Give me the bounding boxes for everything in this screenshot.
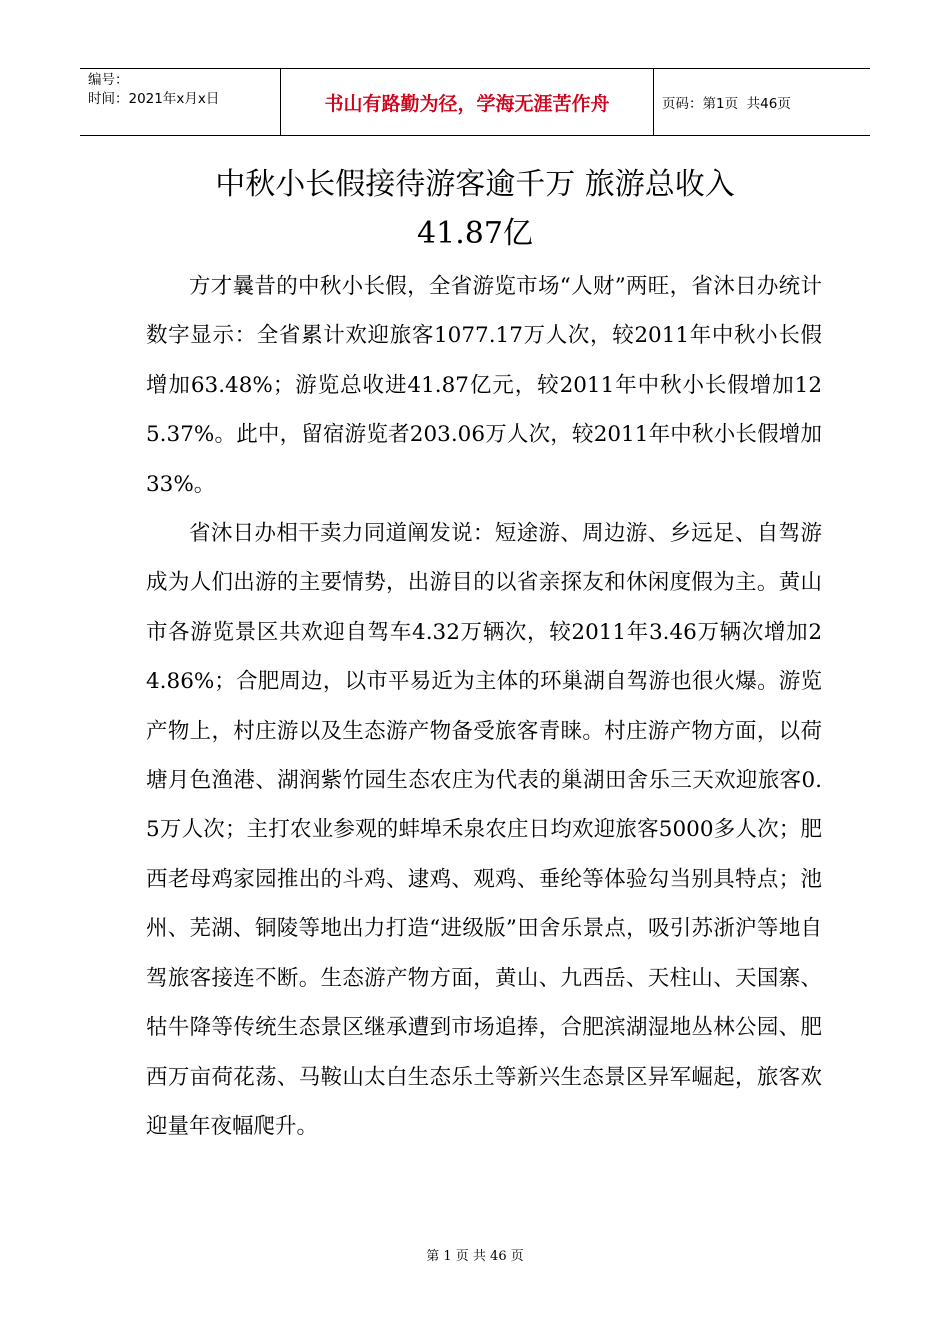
document-body xyxy=(146,262,822,1151)
number-label: 编号： xyxy=(88,72,129,88)
page-footer: 第 1 页 共 46 页 xyxy=(426,1249,524,1264)
header-meta xyxy=(80,69,281,135)
header-motto: 书山有路勤为径，学海无涯苦作舟 xyxy=(281,69,654,135)
document-title xyxy=(100,160,850,258)
time-label: 时间：2021年x月x日 xyxy=(88,91,220,107)
title-line-2: 41.87亿 xyxy=(417,216,533,251)
document-header xyxy=(80,68,870,136)
paragraph: 方才曩昔的中秋小长假，全省游览市场“人财”两旺，省沐日办统计数字显示：全省累计欢迎旅客1077.17万人次，较2011年中秋小长假增加63.48%；游览总收进41.87亿元，较2011年中秋小长假增加125.37%。此中，留宿游览者203.06万人次，较2011年中秋小长假增加33%。 xyxy=(146,274,822,497)
title-line-1: 中秋小长假接待游客逾千万 旅游总收入 xyxy=(215,167,735,202)
paragraph: 省沐日办相干卖力同道阐发说：短途游、周边游、乡远足、自驾游成为人们出游的主要情势，出游目的以省亲探友和休闲度假为主。黄山市各游览景区共欢迎自驾车4.32万辆次，较2011年3.46万辆次增加24.86%；合肥周边，以市平易近为主体的环巢湖自驾游也很火爆。游览产物上，村庄游以及生态游产物备受旅客青睐。村庄游产物方面，以荷塘月色渔港、湖润紫竹园生态农庄为代表的巢湖田舍乐三天欢迎旅客0.5万人次；主打农业参观的蚌埠禾泉农庄日均欢迎旅客5000多人次；肥西老母鸡家园推出的斗鸡、逮鸡、观鸡、垂纶等体验勾当别具特点；池州、芜湖、铜陵等地出力打造“进级版”田舍乐景点，吸引苏浙沪等地自驾旅客接连不断。生态游产物方面，黄山、九西岳、天柱山、天国寨、牯牛降等传统生态景区继承遭到市场追捧，合肥滨湖湿地丛林公园、肥西万亩荷花荡、马鞍山太白生态乐土等新兴生态景区异军崛起，旅客欢迎量年夜幅爬升。 xyxy=(146,521,822,1139)
header-page-info: 页码：第1页 共46页 xyxy=(662,96,791,112)
